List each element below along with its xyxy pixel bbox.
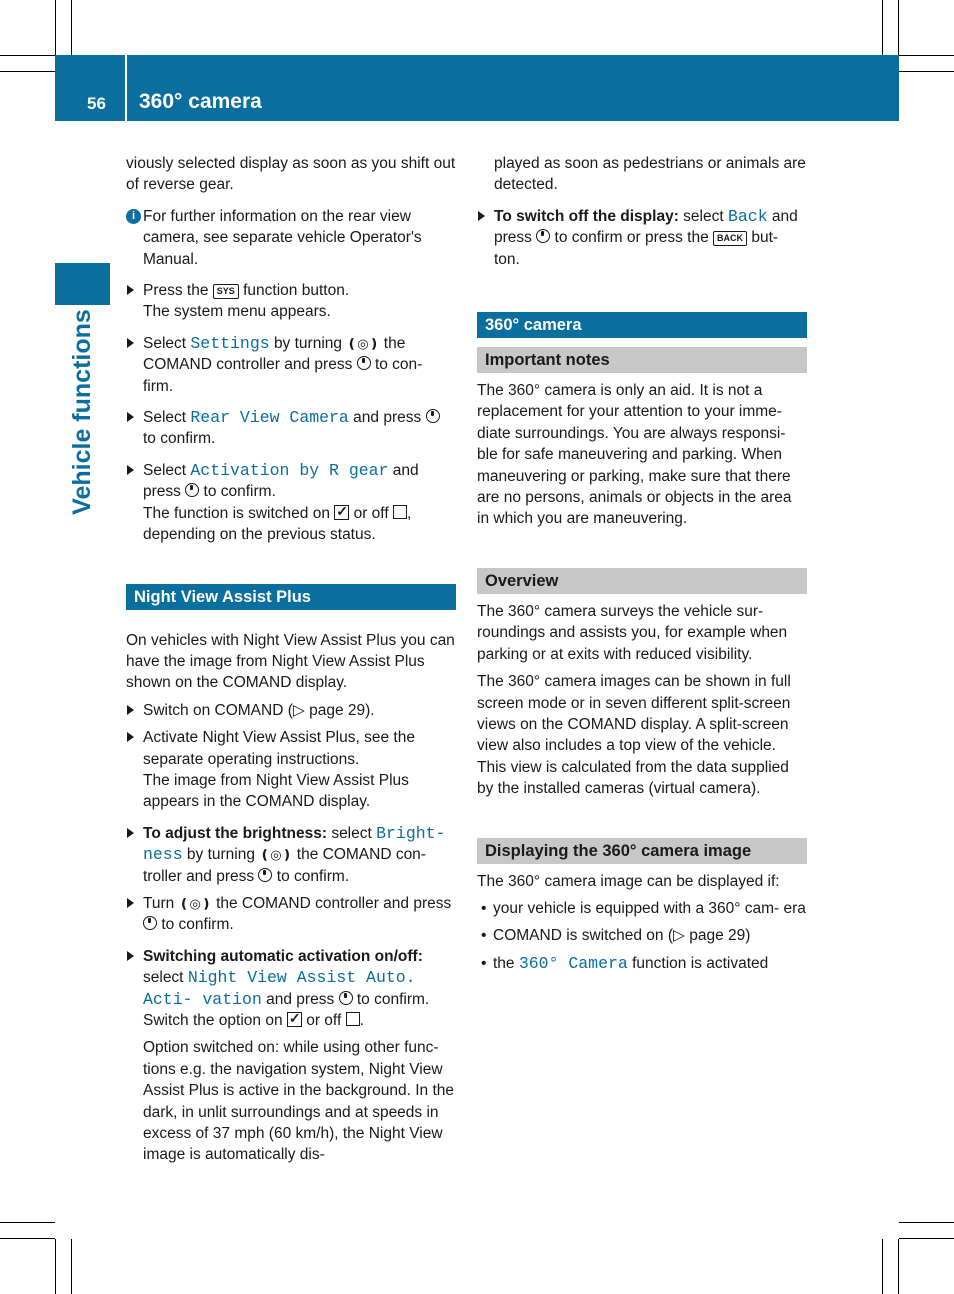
header-divider bbox=[125, 55, 127, 121]
crop-mark bbox=[882, 1239, 883, 1294]
step-heading: To switch off the display: bbox=[494, 207, 679, 225]
step-result bbox=[143, 1010, 456, 1031]
crop-mark bbox=[899, 55, 954, 56]
step-text: select bbox=[143, 969, 184, 987]
step-text: by turning bbox=[273, 334, 343, 352]
crop-mark bbox=[0, 1238, 55, 1239]
left-column bbox=[126, 153, 456, 1166]
step-text: the COMAND con- troller and press bbox=[143, 846, 426, 885]
menu-item-settings: Settings bbox=[190, 333, 270, 353]
arrow-icon bbox=[127, 465, 134, 475]
step-result-text: or off bbox=[306, 1012, 342, 1029]
step bbox=[126, 727, 456, 813]
list-item-text: the bbox=[493, 954, 515, 972]
step-text: Switch on COMAND (▷ page 29). bbox=[143, 701, 375, 719]
step-text: to confirm. bbox=[143, 430, 216, 448]
menu-item-360-camera: 360° Camera bbox=[518, 953, 628, 973]
press-controller-icon bbox=[357, 356, 371, 370]
turn-controller-icon: ❪◎❫ bbox=[178, 895, 212, 911]
press-controller-icon bbox=[339, 991, 353, 1005]
step-text: and press bbox=[353, 409, 422, 427]
step-note: Option switched on: while using other func- tions e.g. the navigation system, Night View Assist Plus is active in the background. In the dark, in unlit surroundings and at speeds in excess of 37 mph (60 km/h), the Night View image is automatically dis- bbox=[143, 1039, 455, 1164]
step-text: to confirm or press the bbox=[554, 229, 709, 247]
paragraph: viously selected display as soon as you shift out of reverse gear. bbox=[126, 155, 456, 194]
step-result-text: or off bbox=[353, 504, 389, 522]
crop-mark bbox=[71, 0, 72, 55]
step-text: select bbox=[683, 207, 724, 225]
step-result-text: depending on the previous status. bbox=[143, 526, 376, 544]
step-text: by turning bbox=[186, 846, 255, 864]
arrow-icon bbox=[127, 951, 134, 961]
step-text: to confirm. bbox=[203, 483, 276, 501]
crop-mark bbox=[882, 0, 883, 55]
step-result-text: . bbox=[359, 1012, 364, 1029]
step-text: the COMAND controller and press bbox=[216, 894, 452, 912]
step-text: but- ton. bbox=[494, 229, 779, 268]
step bbox=[126, 407, 456, 450]
page-header bbox=[55, 55, 899, 121]
step bbox=[126, 946, 456, 1166]
arrow-icon bbox=[478, 211, 485, 221]
paragraph: The 360° camera images can be shown in full screen mode or in seven different split-screen views on the COMAND display. A split-screen view also includes a top view of the vehicle. This view is calculated from the data supplied by the installed cameras (virtual camera). bbox=[477, 673, 791, 798]
list-item-text: COMAND is switched on (▷ page 29) bbox=[493, 927, 751, 945]
crop-mark bbox=[55, 0, 56, 55]
right-column bbox=[477, 153, 807, 974]
section-heading: Night View Assist Plus bbox=[126, 584, 456, 610]
step-heading: Switching automatic activation on/off: bbox=[143, 947, 423, 965]
step-text: the COMAND controller and press bbox=[143, 334, 406, 374]
step-result-text: The function is switched on bbox=[143, 504, 330, 522]
crop-mark bbox=[898, 0, 899, 55]
arrow-icon bbox=[127, 285, 134, 295]
press-controller-icon bbox=[143, 916, 157, 930]
step-text: and press bbox=[266, 990, 335, 1008]
step bbox=[477, 206, 807, 270]
arrow-icon bbox=[127, 898, 134, 908]
back-button-icon: BACK bbox=[713, 231, 747, 246]
step-text: Activate Night View Assist Plus, see the separate operating instructions. bbox=[143, 729, 415, 768]
step-text: and press bbox=[494, 207, 798, 247]
checkbox-empty-icon bbox=[346, 1012, 360, 1026]
paragraph: played as soon as pedestrians or animals are detected. bbox=[494, 155, 806, 194]
info-icon: i bbox=[126, 209, 141, 224]
step-text: Select bbox=[143, 334, 187, 352]
arrow-icon bbox=[127, 705, 134, 715]
checkbox-checked-icon bbox=[334, 505, 349, 520]
press-controller-icon bbox=[426, 409, 440, 423]
step-text: to confirm. bbox=[161, 916, 234, 934]
paragraph: The 360° camera is only an aid. It is not a replacement for your attention to your imme- diate surroundings. You are always responsi- ble for safe maneuvering and parking. When maneuvering or parking, make sure that there are no persons, animals or objects in the area in which you are maneuvering. bbox=[477, 382, 792, 528]
paragraph: The 360° camera surveys the vehicle sur- roundings and assists you, for example when parking or at exits with reduced visibility. bbox=[477, 602, 788, 663]
crop-mark bbox=[899, 1222, 954, 1223]
crop-mark bbox=[55, 1239, 56, 1294]
subsection-heading: Overview bbox=[477, 568, 807, 594]
bullet-icon: • bbox=[481, 954, 487, 972]
arrow-icon bbox=[127, 828, 134, 838]
crop-mark bbox=[71, 1239, 72, 1294]
list-item-text: function is activated bbox=[632, 954, 769, 972]
section-heading: 360° camera bbox=[477, 312, 807, 338]
list-item bbox=[477, 898, 807, 919]
turn-controller-icon: ❪◎❫ bbox=[346, 335, 380, 351]
crop-mark bbox=[898, 1239, 899, 1294]
step-result-text: , bbox=[406, 504, 412, 522]
step bbox=[126, 893, 456, 936]
checkbox-empty-icon bbox=[393, 505, 407, 519]
info-note bbox=[126, 206, 456, 270]
step-result: The image from Night View Assist Plus appears in the COMAND display. bbox=[143, 771, 409, 811]
step-text: Select bbox=[143, 461, 187, 479]
list-item bbox=[477, 925, 807, 946]
step bbox=[126, 700, 456, 721]
crop-mark bbox=[0, 71, 55, 72]
step bbox=[126, 280, 456, 323]
step-text: select bbox=[331, 824, 372, 842]
step-text: to confirm. bbox=[276, 867, 350, 885]
crop-mark bbox=[899, 1238, 954, 1239]
subsection-heading: Displaying the 360° camera image bbox=[477, 838, 807, 864]
crop-mark bbox=[0, 1222, 55, 1223]
step-result-text: Switch the option on bbox=[143, 1012, 283, 1029]
chapter-label: Vehicle functions bbox=[68, 309, 96, 515]
step-text: and press bbox=[143, 461, 419, 501]
crop-mark bbox=[0, 55, 55, 56]
step bbox=[126, 460, 456, 546]
bullet-icon: • bbox=[481, 927, 487, 945]
arrow-icon bbox=[127, 732, 134, 742]
menu-item-back: Back bbox=[727, 206, 768, 226]
step-heading: To adjust the brightness: bbox=[143, 824, 327, 842]
info-text: For further information on the rear view camera, see separate vehicle Operator's Manual. bbox=[143, 207, 422, 268]
paragraph: The 360° camera image can be displayed if: bbox=[477, 872, 780, 890]
step-text: Press the bbox=[143, 282, 209, 300]
step bbox=[126, 823, 456, 887]
list-item bbox=[477, 953, 807, 974]
menu-item-brightness: Bright- ness bbox=[143, 823, 446, 865]
arrow-icon bbox=[127, 412, 134, 422]
press-controller-icon bbox=[258, 868, 272, 882]
menu-item-activation: Activation by R gear bbox=[190, 460, 389, 480]
step-text: Turn bbox=[143, 894, 175, 912]
subsection-heading: Important notes bbox=[477, 347, 807, 373]
paragraph: On vehicles with Night View Assist Plus you can have the image from Night View Assist Plus shown on the COMAND display. bbox=[126, 631, 455, 692]
step-text: function button. bbox=[243, 282, 350, 300]
sys-button-icon: SYS bbox=[213, 284, 239, 299]
page-title: 360° camera bbox=[139, 90, 262, 113]
list-item-text: your vehicle is equipped with a 360° cam- era bbox=[493, 899, 806, 917]
page-number: 56 bbox=[87, 94, 106, 113]
turn-controller-icon: ❪◎❫ bbox=[259, 847, 293, 863]
checkbox-checked-icon bbox=[287, 1012, 302, 1027]
step-result: The system menu appears. bbox=[143, 303, 331, 321]
arrow-icon bbox=[127, 338, 134, 348]
step bbox=[126, 333, 456, 397]
bullet-icon: • bbox=[481, 899, 487, 917]
press-controller-icon bbox=[536, 229, 550, 243]
crop-mark bbox=[899, 71, 954, 72]
menu-item-night-view-auto: Night View Assist Auto. Acti- vation bbox=[143, 968, 416, 1009]
step-text: Select bbox=[143, 409, 187, 427]
menu-item-rear-view-camera: Rear View Camera bbox=[190, 408, 349, 428]
step-result bbox=[143, 503, 456, 546]
step-text: to con- firm. bbox=[143, 356, 423, 395]
step-text: to confirm. bbox=[356, 990, 430, 1008]
press-controller-icon bbox=[185, 483, 199, 497]
